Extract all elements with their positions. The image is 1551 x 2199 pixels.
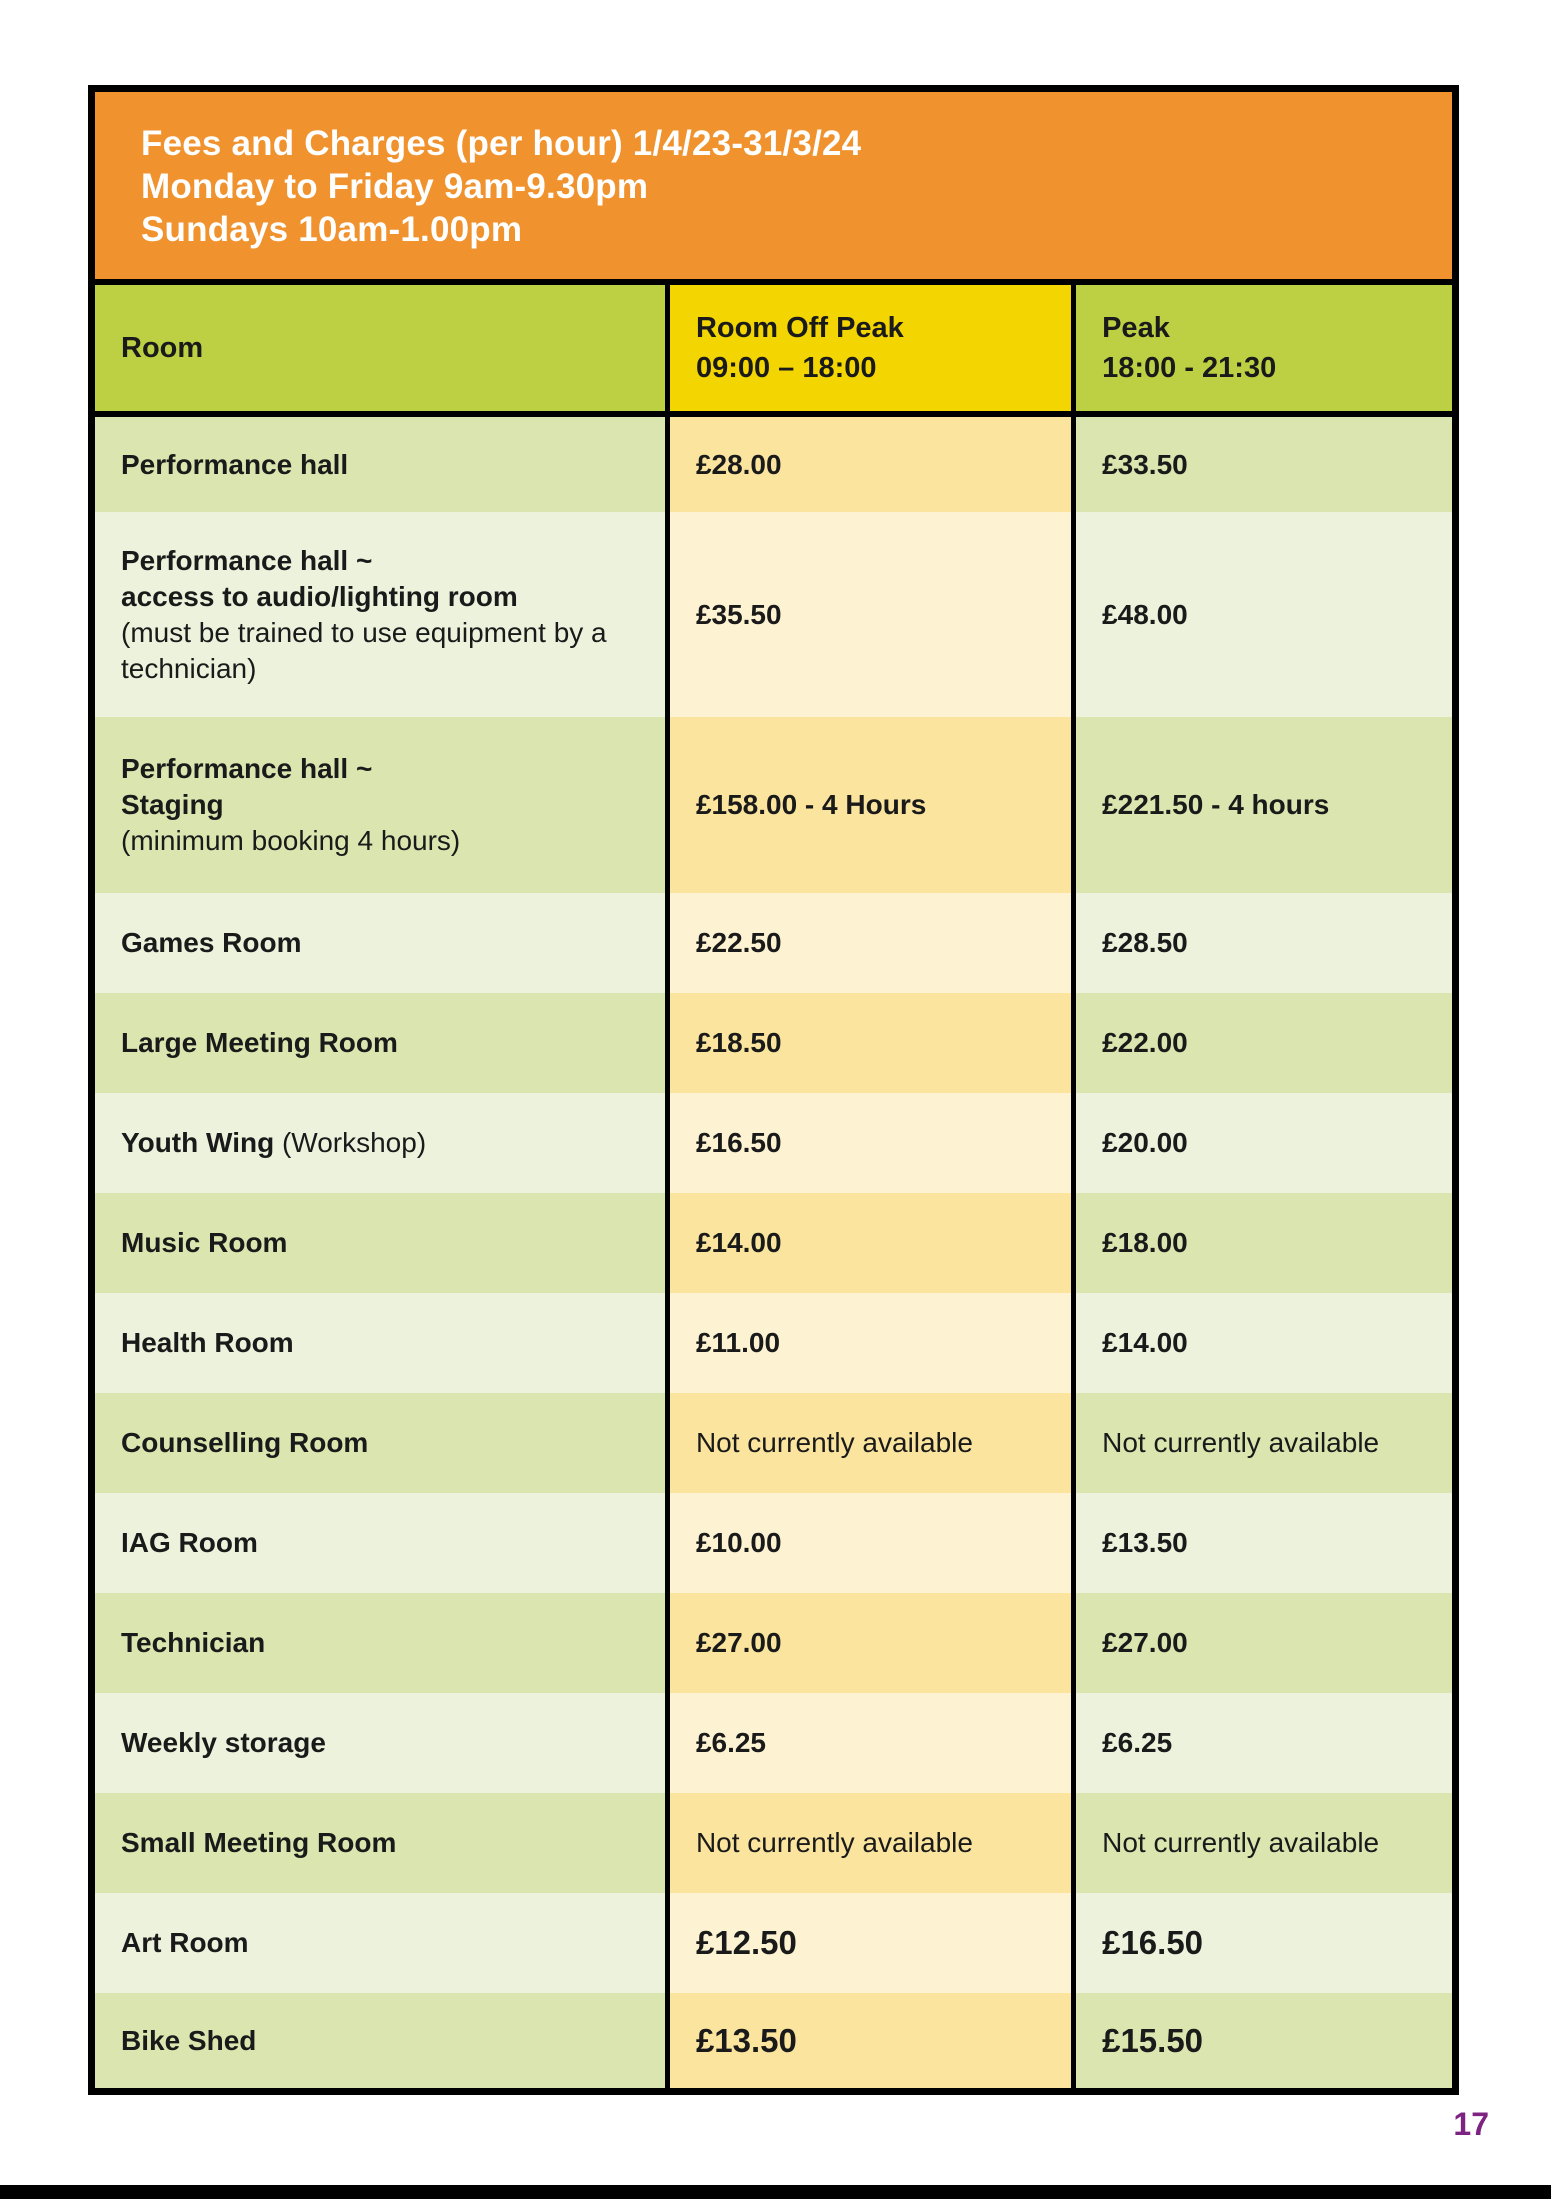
table-row (95, 893, 1452, 993)
room-name-line (121, 751, 645, 787)
room-name-cell (95, 1193, 665, 1293)
table-header-row (95, 285, 1452, 417)
room-name-line (121, 2023, 645, 2059)
off-peak-cell (665, 1093, 1076, 1193)
off-peak-cell (665, 1993, 1076, 2088)
header-off-peak-hours: 09:00 – 18:00 (695, 352, 877, 384)
header-room-cell (95, 285, 665, 411)
room-name-line (121, 615, 645, 687)
table-row (95, 1293, 1452, 1393)
off-peak-cell-value: £16.50 (695, 1127, 782, 1158)
room-name-cell (95, 1793, 665, 1893)
off-peak-cell (665, 417, 1076, 512)
room-name-line (121, 1325, 645, 1361)
room-name-cell (95, 1393, 665, 1493)
peak-cell-value: £6.25 (1102, 1727, 1173, 1758)
header-off-peak-cell (665, 285, 1076, 411)
peak-cell-value: £13.50 (1102, 1527, 1188, 1558)
room-name-text: Staging (121, 789, 224, 820)
peak-cell-value: £14.00 (1102, 1327, 1188, 1358)
room-name-cell (95, 717, 665, 893)
table-row (95, 1393, 1452, 1493)
room-name-cell (95, 1893, 665, 1993)
off-peak-cell (665, 1493, 1076, 1593)
off-peak-cell (665, 1893, 1076, 1993)
peak-cell (1076, 1093, 1452, 1193)
header-off-peak-label: Room Off Peak (695, 312, 904, 344)
fees-table (88, 85, 1459, 2095)
room-name-line (121, 1725, 645, 1761)
room-name-cell (95, 1693, 665, 1793)
off-peak-cell (665, 1593, 1076, 1693)
off-peak-cell-value: £14.00 (695, 1227, 782, 1258)
room-name-cell (95, 893, 665, 993)
table-body (95, 417, 1452, 2088)
off-peak-cell-value: £22.50 (695, 927, 782, 958)
off-peak-cell (665, 717, 1076, 893)
table-row (95, 1993, 1452, 2088)
peak-cell (1076, 1693, 1452, 1793)
room-name-line (121, 787, 645, 823)
banner-title-line: Sundays 10am-1.00pm (141, 210, 523, 249)
room-name-line (121, 1125, 645, 1161)
room-name-text: Art Room (121, 1927, 249, 1958)
room-name-line (121, 447, 645, 483)
off-peak-cell-value: £35.50 (695, 598, 782, 630)
table-row (95, 1893, 1452, 1993)
room-name-line (121, 1025, 645, 1061)
peak-cell (1076, 1993, 1452, 2088)
header-peak-hours: 18:00 - 21:30 (1102, 352, 1277, 384)
off-peak-cell (665, 1693, 1076, 1793)
page-bottom-edge (0, 2185, 1551, 2199)
table-row (95, 417, 1452, 512)
peak-cell (1076, 893, 1452, 993)
peak-cell (1076, 1593, 1452, 1693)
room-name-text: Weekly storage (121, 1727, 326, 1758)
room-name-cell (95, 1593, 665, 1693)
peak-cell-value: Not currently available (1102, 1427, 1380, 1458)
table-row (95, 1193, 1452, 1293)
title-banner (95, 92, 1452, 285)
off-peak-cell-value: £11.00 (695, 1327, 781, 1358)
off-peak-cell-value: Not currently available (695, 1827, 973, 1858)
off-peak-cell-value: Not currently available (695, 1427, 973, 1458)
room-name-text: (Workshop) (274, 1127, 427, 1158)
room-name-line (121, 1425, 645, 1461)
peak-cell (1076, 512, 1452, 717)
room-name-text: Youth Wing (121, 1127, 275, 1158)
header-room-label: Room (121, 332, 204, 364)
peak-cell (1076, 417, 1452, 512)
table-row (95, 1593, 1452, 1693)
peak-cell-value: £28.50 (1102, 927, 1188, 958)
off-peak-cell (665, 993, 1076, 1093)
off-peak-cell-value: £13.50 (695, 2021, 797, 2059)
table-row (95, 1493, 1452, 1593)
room-name-cell (95, 512, 665, 717)
room-name-cell (95, 417, 665, 512)
peak-cell-value: Not currently available (1102, 1827, 1380, 1858)
room-name-text: (minimum booking 4 hours) (121, 825, 461, 856)
peak-cell (1076, 1793, 1452, 1893)
room-name-cell (95, 1093, 665, 1193)
table-row (95, 993, 1452, 1093)
room-name-text: Performance hall ~ (121, 753, 373, 784)
off-peak-cell-value: £27.00 (695, 1627, 782, 1658)
room-name-line (121, 925, 645, 961)
off-peak-cell (665, 893, 1076, 993)
off-peak-cell-value: £158.00 - 4 Hours (695, 789, 927, 820)
peak-cell-value: £22.00 (1102, 1027, 1188, 1058)
peak-cell (1076, 717, 1452, 893)
peak-cell-value: £27.00 (1102, 1627, 1188, 1658)
page-number: 17 (1453, 2106, 1489, 2142)
table-row (95, 1693, 1452, 1793)
room-name-line (121, 1225, 645, 1261)
room-name-text: Games Room (121, 927, 302, 958)
table-row (95, 512, 1452, 717)
room-name-cell (95, 1293, 665, 1393)
room-name-text: Performance hall (121, 448, 349, 480)
peak-cell (1076, 1193, 1452, 1293)
header-peak-label: Peak (1102, 312, 1170, 344)
room-name-line (121, 1825, 645, 1861)
peak-cell-value: £33.50 (1102, 448, 1188, 480)
peak-cell (1076, 1293, 1452, 1393)
off-peak-cell-value: £10.00 (695, 1527, 782, 1558)
room-name-text: Technician (121, 1627, 266, 1658)
banner-title-line: Fees and Charges (per hour) 1/4/23-31/3/24 (141, 124, 862, 163)
peak-cell (1076, 993, 1452, 1093)
room-name-line (121, 1525, 645, 1561)
header-peak-cell (1076, 285, 1452, 411)
room-name-text: Bike Shed (121, 2024, 257, 2056)
banner-title-line: Monday to Friday 9am-9.30pm (141, 167, 649, 206)
room-name-text: IAG Room (121, 1527, 258, 1558)
peak-cell-value: £20.00 (1102, 1127, 1188, 1158)
table-row (95, 1793, 1452, 1893)
peak-cell-value: £48.00 (1102, 598, 1188, 630)
off-peak-cell (665, 1393, 1076, 1493)
room-name-text: Music Room (121, 1227, 288, 1258)
room-name-text: Small Meeting Room (121, 1827, 397, 1858)
room-name-cell (95, 993, 665, 1093)
off-peak-cell (665, 1793, 1076, 1893)
table-row (95, 717, 1452, 893)
off-peak-cell-value: £28.00 (695, 448, 782, 480)
peak-cell (1076, 1393, 1452, 1493)
room-name-text: (must be trained to use equipment by a technician) (121, 616, 607, 684)
room-name-cell (95, 1993, 665, 2088)
room-name-line (121, 579, 645, 615)
room-name-line (121, 543, 645, 579)
off-peak-cell (665, 1293, 1076, 1393)
room-name-text: Large Meeting Room (121, 1027, 398, 1058)
off-peak-cell-value: £6.25 (695, 1727, 767, 1758)
off-peak-cell-value: £18.50 (695, 1027, 782, 1058)
peak-cell (1076, 1893, 1452, 1993)
peak-cell (1076, 1493, 1452, 1593)
off-peak-cell (665, 512, 1076, 717)
room-name-line (121, 823, 645, 859)
room-name-cell (95, 1493, 665, 1593)
room-name-text: access to audio/lighting room (121, 580, 518, 612)
room-name-line (121, 1925, 645, 1961)
off-peak-cell (665, 1193, 1076, 1293)
room-name-line (121, 1625, 645, 1661)
room-name-text: Performance hall ~ (121, 544, 373, 576)
off-peak-cell-value: £12.50 (695, 1924, 797, 1961)
room-name-text: Health Room (121, 1327, 294, 1358)
room-name-text: Counselling Room (121, 1427, 369, 1458)
peak-cell-value: £221.50 - 4 hours (1102, 789, 1330, 820)
peak-cell-value: £18.00 (1102, 1227, 1188, 1258)
peak-cell-value: £15.50 (1102, 2021, 1204, 2059)
table-row (95, 1093, 1452, 1193)
peak-cell-value: £16.50 (1102, 1924, 1204, 1961)
